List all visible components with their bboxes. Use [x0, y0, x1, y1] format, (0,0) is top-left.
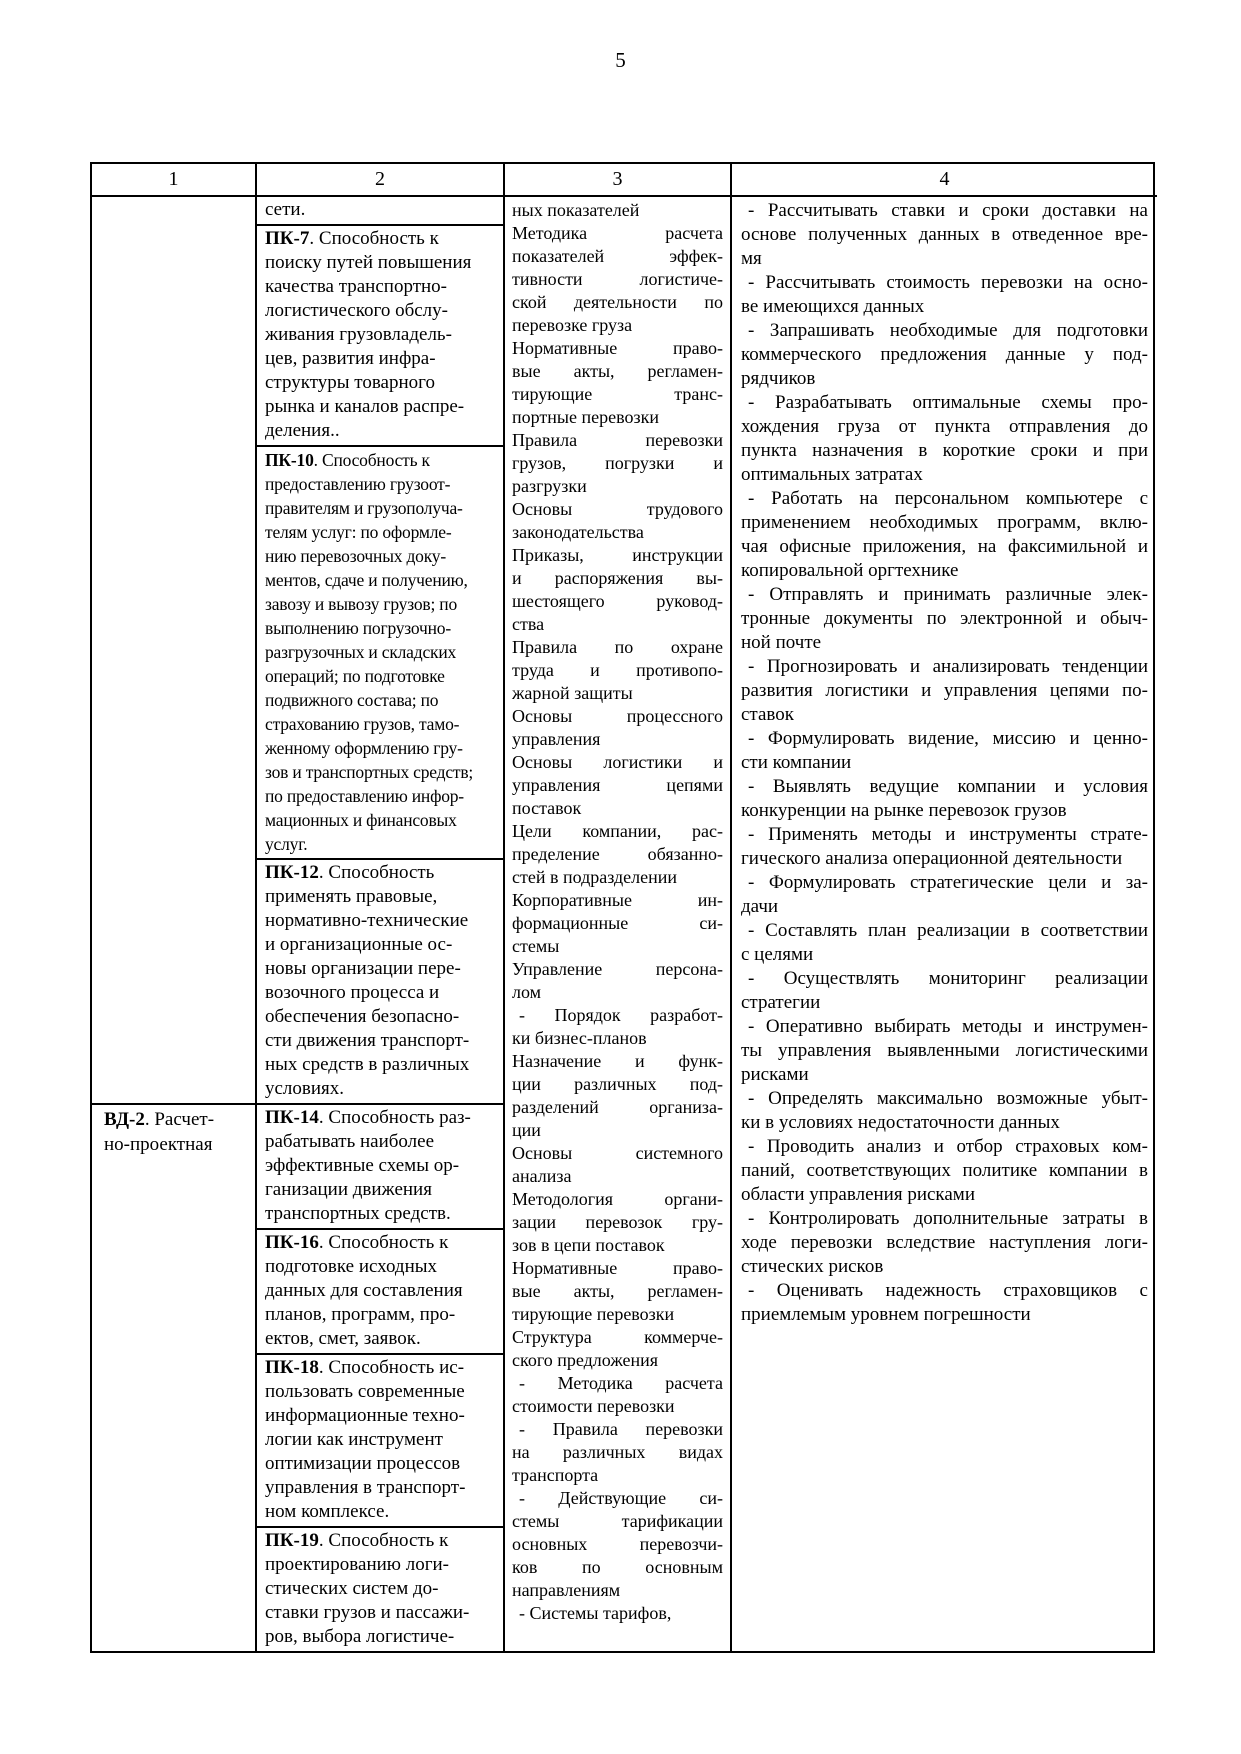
text-line: - Рассчитывать стоимость перевозки на осно-	[748, 272, 1148, 293]
text-line: разгрузочных и складских	[265, 642, 457, 662]
text-line: Основы процессного	[512, 706, 723, 726]
text-line: - Выявлять ведущие компании и условия	[748, 776, 1148, 797]
text-line: - Разрабатывать оптимальные схемы про-	[748, 392, 1148, 413]
competency-block	[257, 1353, 503, 1526]
text-line: развития логистики и управления цепями по-	[741, 680, 1148, 701]
skill-item	[741, 871, 1148, 919]
text-line: планов, программ, про-	[265, 1304, 456, 1325]
text-line: направлениям	[512, 1580, 621, 1600]
text-line: живания грузовладель-	[265, 324, 452, 345]
text-line: Нормативные право-	[512, 1258, 723, 1278]
text-line: основных перевозчи-	[512, 1534, 723, 1554]
text-line: Основы системного	[512, 1143, 723, 1163]
competency-code: ПК-19	[265, 1530, 319, 1551]
knowledge-item	[512, 1188, 723, 1257]
competency-block	[257, 445, 503, 858]
knowledge-item	[512, 337, 723, 429]
text-line: ской деятельности по	[512, 292, 723, 312]
text-line: Структура коммерче-	[512, 1327, 723, 1347]
text-line: применять правовые,	[265, 886, 438, 907]
text-line: Правила перевозки	[512, 430, 723, 450]
competency-block	[92, 1105, 255, 1159]
competency-block	[257, 858, 503, 1103]
text-line: шестоящего руковод-	[512, 591, 723, 611]
text-line: сти движения транспорт-	[265, 1030, 470, 1051]
text-line: страхованию грузов, тамо-	[265, 714, 460, 734]
text-line: Управление персона-	[512, 959, 723, 979]
knowledge-item	[512, 1372, 723, 1418]
text-line: - Запрашивать необходимые для подготовки	[748, 320, 1148, 341]
text-line: ции	[512, 1120, 541, 1140]
competency-block	[257, 224, 503, 445]
text-line: - Правила перевозки	[519, 1419, 723, 1439]
text-line: ты управления выявленными логистическими	[741, 1040, 1148, 1061]
text-line: - Методика расчета	[519, 1373, 723, 1393]
knowledge-item	[512, 889, 723, 958]
text-line: ки бизнес-планов	[512, 1028, 647, 1048]
text-line: проектированию логи-	[265, 1554, 449, 1575]
text-line: ства	[512, 614, 545, 634]
text-line: Корпоративные ин-	[512, 890, 723, 910]
text-line: ставок	[741, 704, 794, 725]
knowledge-item	[512, 199, 723, 222]
knowledge-item	[512, 1004, 723, 1050]
text-line: ров, выбора логистиче-	[265, 1626, 455, 1647]
text-line: нормативно-технические	[265, 910, 469, 931]
text-line: зов в цепи поставок	[512, 1235, 665, 1255]
text-line: паний, соответствующих политике компании в	[741, 1160, 1148, 1181]
competency-block	[257, 1526, 503, 1651]
competencies-cell-upper	[257, 197, 505, 1105]
competency-table	[90, 162, 1155, 1653]
text-line: ектов, смет, заявок.	[265, 1328, 421, 1349]
text-line: подвижного состава; по	[265, 690, 439, 710]
column-header-1: 1	[92, 164, 257, 197]
text-line: предоставлению грузоот-	[265, 474, 451, 494]
text-line: Назначение и функ-	[512, 1051, 723, 1071]
text-line: Методология органи-	[512, 1189, 723, 1209]
text-line: лом	[512, 982, 542, 1002]
text-line: - Действующие си-	[519, 1488, 723, 1508]
text-line: зов и транспортных средств;	[265, 762, 474, 782]
text-line: дачи	[741, 896, 779, 917]
knowledge-item	[512, 1602, 723, 1625]
text-line: но-проектная	[104, 1134, 213, 1155]
text-line: - Составлять план реализации в соответствии	[748, 920, 1148, 941]
skill-item	[741, 487, 1148, 583]
text-line: с целями	[741, 944, 814, 965]
activity-cell-empty	[92, 197, 257, 1105]
text-line: сти компании	[741, 752, 852, 773]
knowledge-item	[512, 498, 723, 544]
text-line: цев, развития инфра-	[265, 348, 436, 369]
text-line: мя	[741, 248, 762, 269]
text-line: операций; по подготовке	[265, 666, 445, 686]
text-line: нию перевозочных доку-	[265, 546, 446, 566]
text-line: - Формулировать видение, миссию и ценно-	[748, 728, 1148, 749]
knowledge-item	[512, 1050, 723, 1142]
text-line: стических систем до-	[265, 1578, 439, 1599]
text-line: ПК-16. Способность к	[265, 1232, 449, 1253]
text-line: правителям и грузополуча-	[265, 498, 463, 518]
competencies-cell-lower	[257, 1105, 505, 1651]
text-line: ПК-14. Способность раз-	[265, 1107, 471, 1128]
text-line: качества транспортно-	[265, 276, 448, 297]
text-line: поставок	[512, 798, 582, 818]
competency-block	[257, 1105, 503, 1228]
skills-cell	[732, 197, 1157, 1651]
text-line: возочного процесса и	[265, 982, 440, 1003]
text-line: копировальной оргтехнике	[741, 560, 959, 581]
knowledge-item	[512, 544, 723, 636]
text-line: коммерческого предложения данные у под-	[741, 344, 1148, 365]
competency-code: ПК-18	[265, 1357, 319, 1378]
text-line: - Контролировать дополнительные затраты в	[748, 1208, 1148, 1229]
text-line: труда и противопо-	[512, 660, 723, 680]
text-line: деления..	[265, 420, 340, 441]
text-line: логии как инструмент	[265, 1429, 443, 1450]
text-line: ном комплексе.	[265, 1501, 390, 1522]
text-line: оптимизации процессов	[265, 1453, 461, 1474]
skill-item	[741, 1135, 1148, 1207]
text-line: управления в транспорт-	[265, 1477, 466, 1498]
text-line: показателей эффек-	[512, 246, 723, 266]
text-line: пользовать современные	[265, 1381, 465, 1402]
knowledge-item	[512, 1142, 723, 1188]
text-line: структуры товарного	[265, 372, 435, 393]
text-line: пункта назначения в короткие сроки и при	[741, 440, 1148, 461]
text-line: - Определять максимально возможные убыт-	[748, 1088, 1148, 1109]
text-line: подготовке исходных	[265, 1256, 438, 1277]
text-line: - Рассчитывать ставки и сроки доставки на	[748, 200, 1148, 221]
text-line: новы организации пере-	[265, 958, 461, 979]
text-line: ной почте	[741, 632, 822, 653]
competency-code: ПК-7	[265, 228, 310, 249]
skill-item	[741, 919, 1148, 967]
text-line: условиях.	[265, 1078, 345, 1099]
knowledge-item	[512, 958, 723, 1004]
text-line: стемы	[512, 936, 560, 956]
text-line: применением необходимых программ, вклю-	[741, 512, 1148, 533]
carryover-text	[257, 197, 503, 224]
skill-item	[741, 655, 1148, 727]
knowledge-item	[512, 751, 723, 820]
skill-item	[741, 775, 1148, 823]
text-line: ПК-12. Способность	[265, 862, 435, 883]
text-line: по предоставлению инфор-	[265, 786, 464, 806]
column-header-2: 2	[257, 164, 505, 197]
text-line: рисками	[741, 1064, 809, 1085]
knowledge-item	[512, 222, 723, 337]
text-line: области управления рисками	[741, 1184, 975, 1205]
knowledge-item	[512, 1326, 723, 1372]
text-line: стемы тарификации	[512, 1511, 723, 1531]
skill-item	[741, 271, 1148, 319]
knowledge-item	[512, 1418, 723, 1487]
text-line: стоимости перевозки	[512, 1396, 675, 1416]
text-line: ганизации движения	[265, 1179, 432, 1200]
text-line: тронные документы по электронной и обыч-	[741, 608, 1148, 629]
text-line: ки в условиях недостаточности данных	[741, 1112, 1060, 1133]
text-line: - Прогнозировать и анализировать тенденции	[748, 656, 1148, 677]
text-line: - Работать на персональном компьютере с	[748, 488, 1148, 509]
text-line: мационных и финансовых	[265, 810, 457, 830]
text-line: ПК-19. Способность к	[265, 1530, 449, 1551]
text-line: информационные техно-	[265, 1405, 465, 1426]
text-line: эффективные схемы ор-	[265, 1155, 460, 1176]
text-line: ского предложения	[512, 1350, 659, 1370]
skill-item	[741, 199, 1148, 271]
text-line: Основы трудового	[512, 499, 723, 519]
text-line: вые акты, регламен-	[512, 1281, 723, 1301]
text-line: ции различных под-	[512, 1074, 723, 1094]
text-line: управления	[512, 729, 601, 749]
text-line: Основы логистики и	[512, 752, 723, 772]
text-line: логистического обслу-	[265, 300, 448, 321]
text-line: телям услуг: по оформле-	[265, 522, 452, 542]
column-header-3: 3	[505, 164, 732, 197]
skill-item	[741, 1015, 1148, 1087]
text-line: ПК-7. Способность к	[265, 228, 439, 249]
text-line: ставки грузов и пассажи-	[265, 1602, 470, 1623]
skill-item	[741, 1279, 1148, 1327]
text-line: - Отправлять и принимать различные элек-	[748, 584, 1148, 605]
competency-code: ПК-14	[265, 1107, 319, 1128]
text-line: тирующие перевозки	[512, 1304, 675, 1324]
text-line: рынка и каналов распре-	[265, 396, 465, 417]
text-line: основе полученных данных в отведенное вре-	[741, 224, 1148, 245]
skill-item	[741, 727, 1148, 775]
text-line: гического анализа операционной деятельности	[741, 848, 1123, 869]
text-line: чая офисные приложения, на факсимильной и	[741, 536, 1148, 557]
text-line: транспорта	[512, 1465, 599, 1485]
text-line: поиску путей повышения	[265, 252, 472, 273]
text-line: портные перевозки	[512, 407, 659, 427]
skill-item	[741, 391, 1148, 487]
knowledge-item	[512, 429, 723, 498]
text-line: ходе перевозки вследствие наступления логи-	[741, 1232, 1148, 1253]
text-line: и распоряжения вы-	[512, 568, 723, 588]
text-line: стей в подразделении	[512, 867, 678, 887]
text-line: жарной защиты	[512, 683, 633, 703]
text-line: - Оценивать надежность страховщиков с	[748, 1280, 1148, 1301]
text-line: Приказы, инструкции	[512, 545, 723, 565]
text-line: оптимальных затратах	[741, 464, 923, 485]
text-line: Нормативные право-	[512, 338, 723, 358]
column-header-4: 4	[732, 164, 1157, 197]
text-line: конкуренции на рынке перевозок грузов	[741, 800, 1067, 821]
text-line: и организационные ос-	[265, 934, 453, 955]
text-line: - Оперативно выбирать методы и инструмен-	[748, 1016, 1148, 1037]
text-line: грузов, погрузки и	[512, 453, 723, 473]
knowledge-item	[512, 705, 723, 751]
text-line: на различных видах	[512, 1442, 723, 1462]
text-line: ве имеющихся данных	[741, 296, 925, 317]
text-line: Методика расчета	[512, 223, 723, 243]
page-number: 5	[615, 48, 626, 72]
knowledge-item	[512, 820, 723, 889]
text-line: ных показателей	[512, 200, 640, 220]
skill-item	[741, 319, 1148, 391]
text-line: формационные си-	[512, 913, 723, 933]
text-line: ПК-10. Способность к	[265, 450, 430, 470]
knowledge-item	[512, 636, 723, 705]
text-line: разделений организа-	[512, 1097, 723, 1117]
competency-code: ПК-16	[265, 1232, 319, 1253]
text-line: обеспечения безопасно-	[265, 1006, 460, 1027]
skill-item	[741, 967, 1148, 1015]
text-line: стратегии	[741, 992, 821, 1013]
text-line: Цели компании, рас-	[512, 821, 723, 841]
text-line: - Осуществлять мониторинг реализации	[748, 968, 1148, 989]
text-line: вые акты, регламен-	[512, 361, 723, 381]
text-line: тивности логистиче-	[512, 269, 723, 289]
competency-code: ПК-12	[265, 862, 319, 883]
text-line: стических рисков	[741, 1256, 884, 1277]
text-line: анализа	[512, 1166, 572, 1186]
text-line: услуг.	[265, 834, 308, 854]
text-line: разгрузки	[512, 476, 587, 496]
text-line: транспортных средств.	[265, 1203, 451, 1224]
text-line: тирующие транс-	[512, 384, 723, 404]
text-line: перевозке груза	[512, 315, 633, 335]
text-line: хождения груза от пункта отправления до	[741, 416, 1148, 437]
competency-code: ПК-10	[265, 450, 314, 470]
text-line: ков по основным	[512, 1557, 723, 1577]
competency-code: ВД-2	[104, 1109, 145, 1130]
text-line: - Порядок разработ-	[519, 1005, 723, 1025]
text-line: пределение обязанно-	[512, 844, 723, 864]
text-line: женному оформлению гру-	[265, 738, 463, 758]
knowledge-item	[512, 1257, 723, 1326]
skill-item	[741, 1087, 1148, 1135]
knowledge-cell	[505, 197, 732, 1651]
text-line: законодательства	[512, 522, 644, 542]
activity-cell-vd2	[92, 1105, 257, 1651]
text-line: ВД-2. Расчет-	[104, 1109, 215, 1130]
text-line: - Проводить анализ и отбор страховых ком-	[748, 1136, 1148, 1157]
competency-block	[257, 1228, 503, 1353]
text-line: сети.	[265, 199, 306, 220]
text-line: ных средств в различных	[265, 1054, 470, 1075]
text-line: ментов, сдаче и получению,	[265, 570, 468, 590]
text-line: зации перевозок гру-	[512, 1212, 723, 1232]
text-line: - Применять методы и инструменты страте-	[748, 824, 1148, 845]
skill-item	[741, 1207, 1148, 1279]
text-line: приемлемым уровнем погрешности	[741, 1304, 1031, 1325]
text-line: - Формулировать стратегические цели и за-	[748, 872, 1148, 893]
text-line: Правила по охране	[512, 637, 723, 657]
text-line: рядчиков	[741, 368, 816, 389]
knowledge-item	[512, 1487, 723, 1602]
skill-item	[741, 583, 1148, 655]
text-line: данных для составления	[265, 1280, 463, 1301]
text-line: - Системы тарифов,	[519, 1603, 672, 1623]
text-line: рабатывать наиболее	[265, 1131, 435, 1152]
text-line: ПК-18. Способность ис-	[265, 1357, 465, 1378]
text-line: завозу и вывозу грузов; по	[265, 594, 457, 614]
skill-item	[741, 823, 1148, 871]
text-line: управления цепями	[512, 775, 723, 795]
text-line: выполнению погрузочно-	[265, 618, 451, 638]
